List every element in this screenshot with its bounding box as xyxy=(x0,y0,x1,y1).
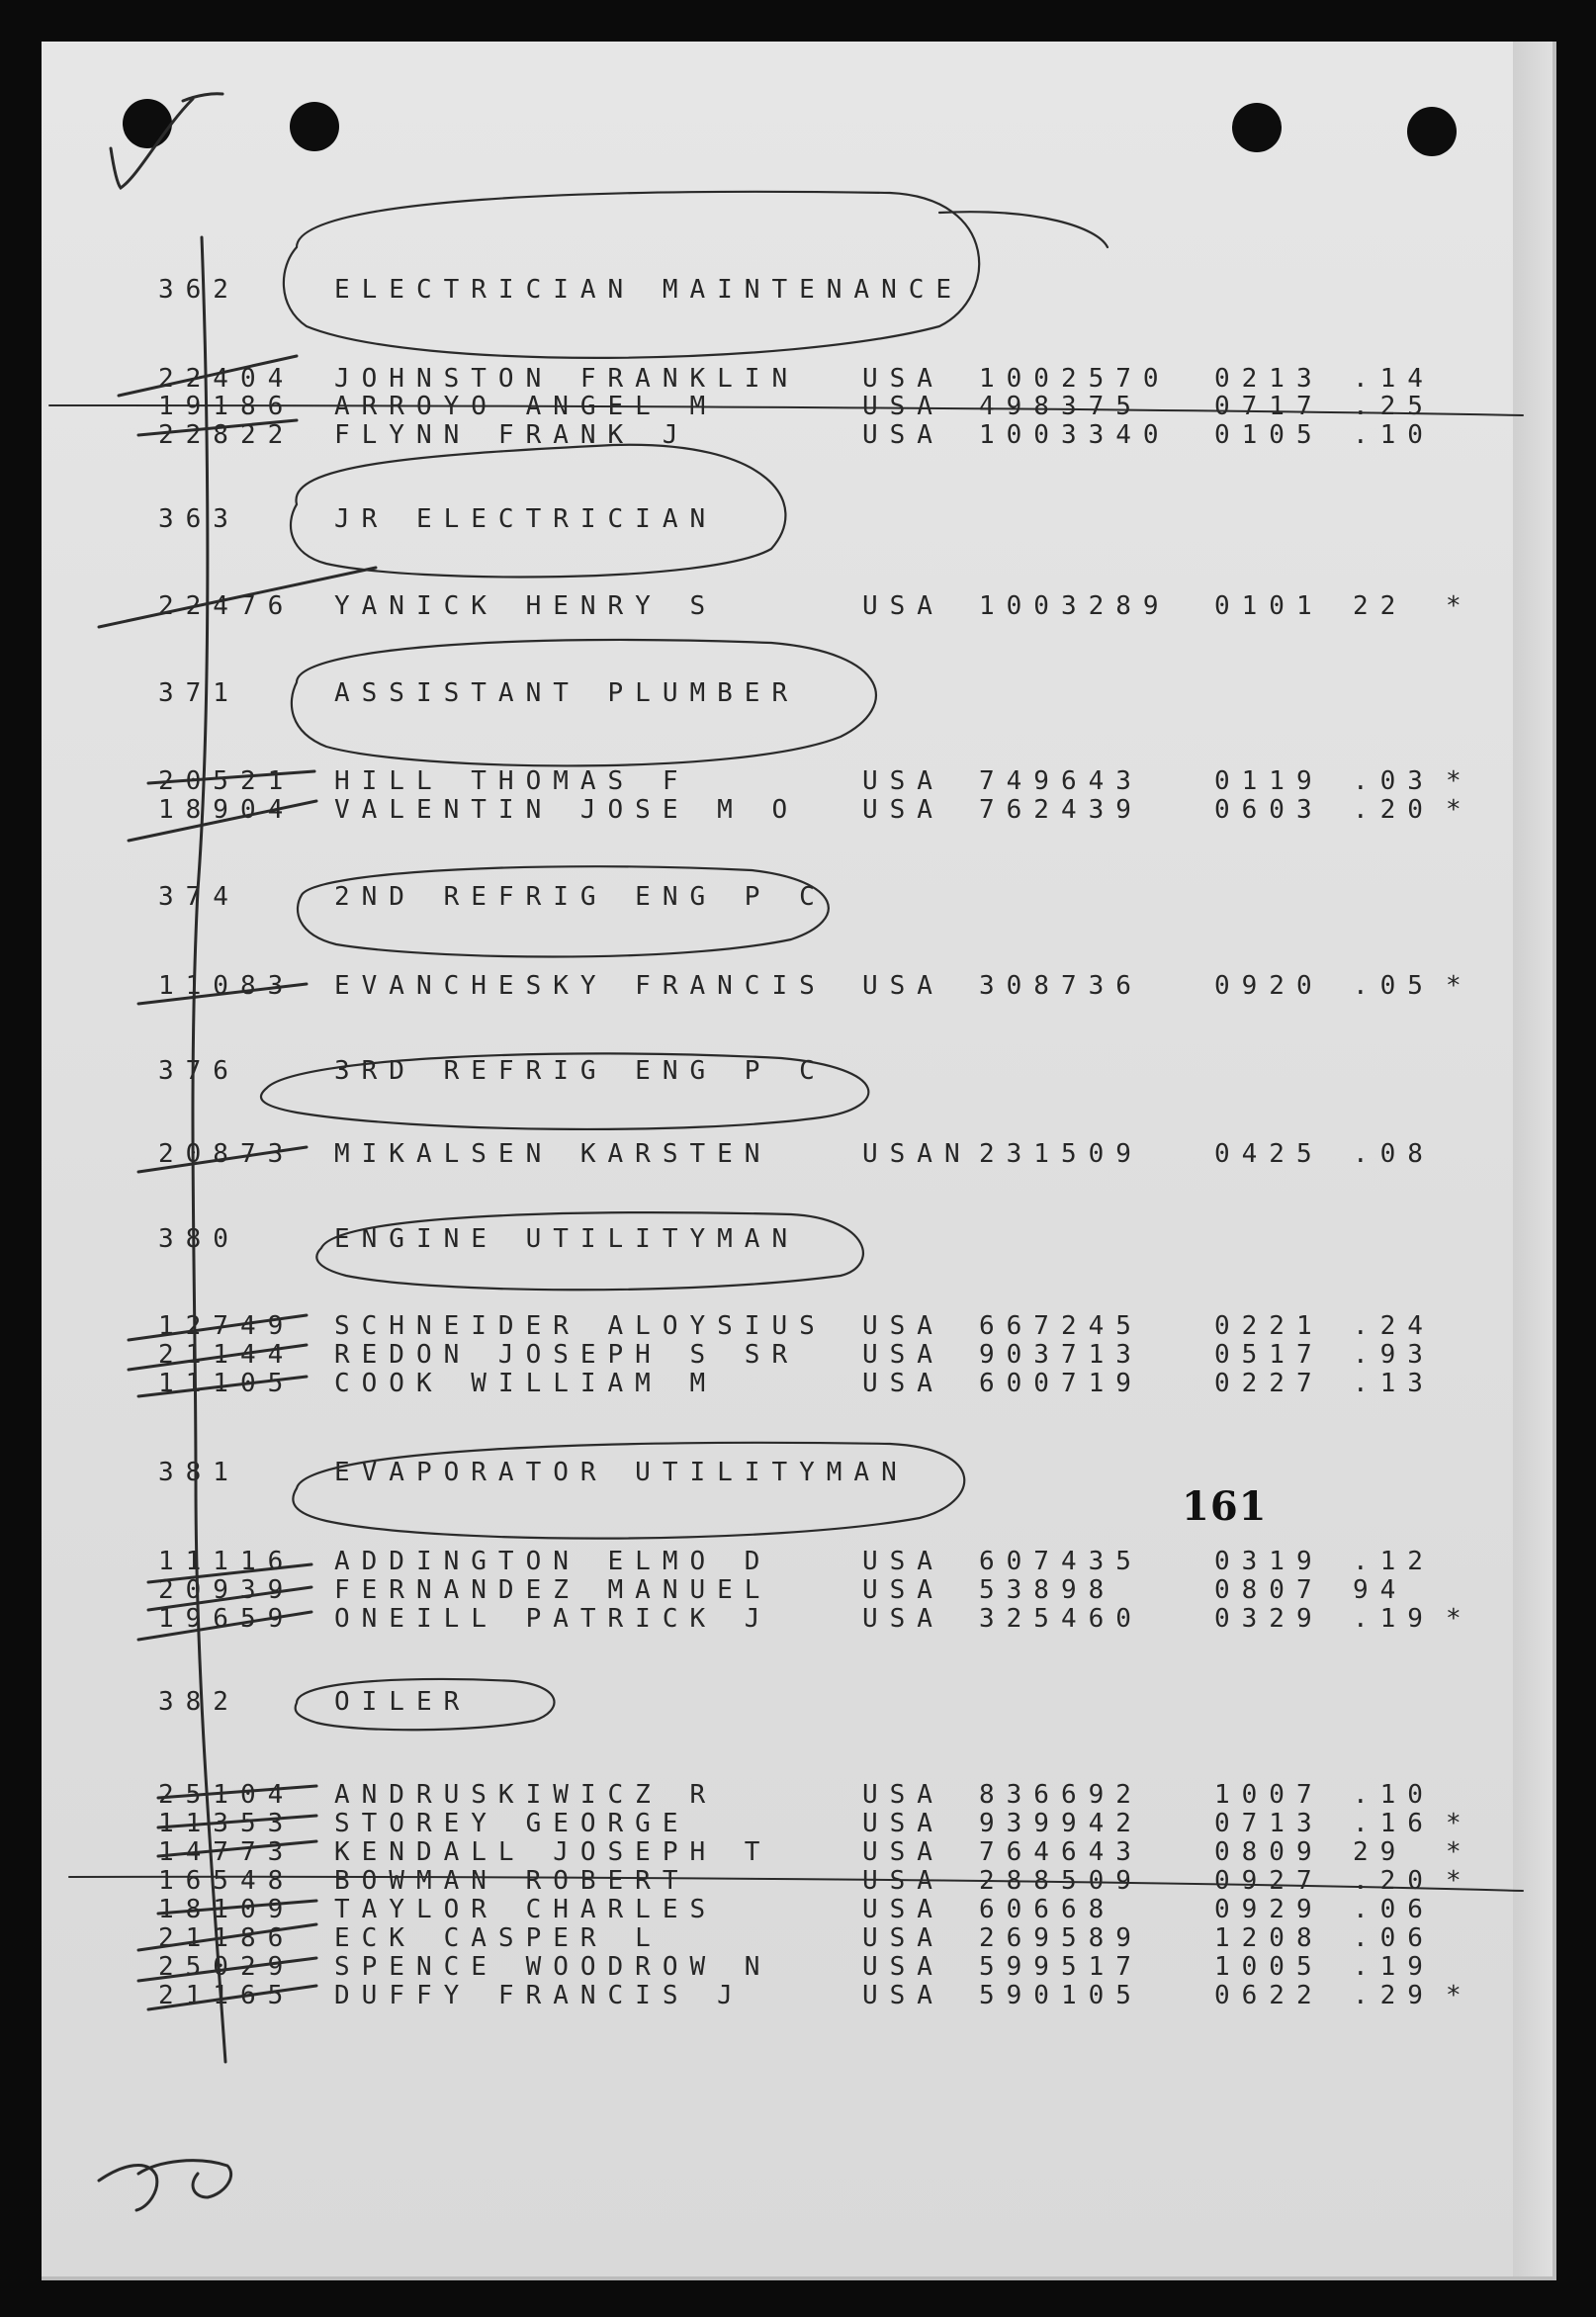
citizenship: USA xyxy=(862,1340,944,1370)
citizenship: USA xyxy=(862,1837,944,1867)
citizenship: USA xyxy=(862,420,944,450)
rate-value: .20 xyxy=(1353,1866,1435,1896)
flag-mark: * xyxy=(1446,1809,1462,1838)
month-code: 0920 xyxy=(1214,971,1324,1001)
citizenship: USAN xyxy=(862,1139,972,1169)
month-code: 0119 xyxy=(1214,766,1324,796)
flag-mark: * xyxy=(1446,795,1462,825)
document-number: 903713 xyxy=(979,1340,1143,1370)
employee-name: SPENCE WOODROW N xyxy=(334,1952,772,1982)
citizenship: USA xyxy=(862,1981,944,2010)
employee-id: 21144 xyxy=(158,1340,296,1370)
month-code: 0319 xyxy=(1214,1547,1324,1576)
employee-name: STOREY GEORGE xyxy=(334,1809,690,1838)
employee-name: YANICK HENRY S xyxy=(334,591,718,621)
document-number: 288509 xyxy=(979,1866,1143,1896)
month-code: 1208 xyxy=(1214,1923,1324,1953)
section-title: OILER xyxy=(334,1687,472,1717)
rate-value: .12 xyxy=(1353,1547,1435,1576)
employee-id: 11116 xyxy=(158,1547,296,1576)
document-number: 269589 xyxy=(979,1923,1143,1953)
month-code: 0329 xyxy=(1214,1604,1324,1634)
flag-mark: * xyxy=(1446,1866,1462,1896)
employee-id: 11353 xyxy=(158,1809,296,1838)
employee-id: 22404 xyxy=(158,364,296,394)
section-title: EVAPORATOR UTILITYMAN xyxy=(334,1458,909,1487)
employee-name: KENDALL JOSEPH T xyxy=(334,1837,772,1867)
employee-id: 18904 xyxy=(158,795,296,825)
document-number: 231509 xyxy=(979,1139,1143,1169)
rate-value: .19 xyxy=(1353,1604,1435,1634)
employee-id: 12749 xyxy=(158,1311,296,1341)
employee-name: HILL THOMAS F xyxy=(334,766,690,796)
rate-value: .16 xyxy=(1353,1809,1435,1838)
employee-name: ARROYO ANGEL M xyxy=(334,392,718,421)
employee-name: REDON JOSEPH S SR xyxy=(334,1340,800,1370)
month-code: 0713 xyxy=(1214,1809,1324,1838)
month-code: 0929 xyxy=(1214,1895,1324,1924)
document-number: 600719 xyxy=(979,1369,1143,1398)
document-number: 939942 xyxy=(979,1809,1143,1838)
rate-value: .10 xyxy=(1353,420,1435,450)
document-number: 1003289 xyxy=(979,591,1171,621)
rate-value: .13 xyxy=(1353,1369,1435,1398)
employee-id: 18109 xyxy=(158,1895,296,1924)
employee-name: ECK CASPER L xyxy=(334,1923,663,1953)
page-number-stamp: 161 xyxy=(1182,1483,1268,1530)
section-code: 362 xyxy=(158,275,240,305)
rate-value: .10 xyxy=(1353,1780,1435,1810)
citizenship: USA xyxy=(862,392,944,421)
employee-id: 11105 xyxy=(158,1369,296,1398)
employee-id: 19659 xyxy=(158,1604,296,1634)
month-code: 1007 xyxy=(1214,1780,1324,1810)
month-code: 1005 xyxy=(1214,1952,1324,1982)
employee-id: 22822 xyxy=(158,420,296,450)
section-code: 363 xyxy=(158,504,240,534)
rate-value: 94 xyxy=(1353,1575,1408,1605)
punch-hole-right-1 xyxy=(1232,103,1282,152)
rate-value: .03 xyxy=(1353,766,1435,796)
paper-edge-shadow xyxy=(1513,42,1552,2276)
flag-mark: * xyxy=(1446,971,1462,1001)
section-title: ASSISTANT PLUMBER xyxy=(334,678,800,708)
citizenship: USA xyxy=(862,1780,944,1810)
section-code: 382 xyxy=(158,1687,240,1717)
month-code: 0809 xyxy=(1214,1837,1324,1867)
month-code: 0425 xyxy=(1214,1139,1324,1169)
employee-id: 22476 xyxy=(158,591,296,621)
employee-name: FERNANDEZ MANUEL xyxy=(334,1575,772,1605)
document-number: 764643 xyxy=(979,1837,1143,1867)
document-number: 53898 xyxy=(979,1575,1116,1605)
document-number: 667245 xyxy=(979,1311,1143,1341)
month-code: 0517 xyxy=(1214,1340,1324,1370)
month-code: 0221 xyxy=(1214,1311,1324,1341)
employee-id: 25104 xyxy=(158,1780,296,1810)
section-code: 376 xyxy=(158,1056,240,1086)
section-title: JR ELECTRICIAN xyxy=(334,504,718,534)
employee-id: 16548 xyxy=(158,1866,296,1896)
section-code: 371 xyxy=(158,678,240,708)
citizenship: USA xyxy=(862,1575,944,1605)
flag-mark: * xyxy=(1446,1837,1462,1867)
document-number: 749643 xyxy=(979,766,1143,796)
employee-name: ANDRUSKIWICZ R xyxy=(334,1780,718,1810)
citizenship: USA xyxy=(862,1923,944,1953)
rate-value: 29 xyxy=(1353,1837,1408,1867)
rate-value: .29 xyxy=(1353,1981,1435,2010)
citizenship: USA xyxy=(862,1604,944,1634)
document-number: 836692 xyxy=(979,1780,1143,1810)
employee-name: JOHNSTON FRANKLIN xyxy=(334,364,800,394)
month-code: 0603 xyxy=(1214,795,1324,825)
flag-mark: * xyxy=(1446,1604,1462,1634)
rate-value: .93 xyxy=(1353,1340,1435,1370)
citizenship: USA xyxy=(862,795,944,825)
citizenship: USA xyxy=(862,1311,944,1341)
employee-name: MIKALSEN KARSTEN xyxy=(334,1139,772,1169)
document-number: 762439 xyxy=(979,795,1143,825)
rate-value: .05 xyxy=(1353,971,1435,1001)
employee-name: DUFFY FRANCIS J xyxy=(334,1981,745,2010)
document-number: 1003340 xyxy=(979,420,1171,450)
document-number: 498375 xyxy=(979,392,1143,421)
rate-value: 22 xyxy=(1353,591,1408,621)
section-title: 2ND REFRIG ENG P C xyxy=(334,882,827,912)
employee-id: 14773 xyxy=(158,1837,296,1867)
citizenship: USA xyxy=(862,1369,944,1398)
document-number: 590105 xyxy=(979,1981,1143,2010)
employee-name: COOK WILLIAM M xyxy=(334,1369,718,1398)
citizenship: USA xyxy=(862,766,944,796)
section-code: 374 xyxy=(158,882,240,912)
month-code: 0717 xyxy=(1214,392,1324,421)
rate-value: .20 xyxy=(1353,795,1435,825)
employee-name: BOWMAN ROBERT xyxy=(334,1866,690,1896)
employee-name: TAYLOR CHARLES xyxy=(334,1895,718,1924)
citizenship: USA xyxy=(862,1952,944,1982)
employee-id: 11083 xyxy=(158,971,296,1001)
rate-value: .06 xyxy=(1353,1895,1435,1924)
employee-id: 20873 xyxy=(158,1139,296,1169)
citizenship: USA xyxy=(862,1809,944,1838)
month-code: 0807 xyxy=(1214,1575,1324,1605)
rate-value: .06 xyxy=(1353,1923,1435,1953)
flag-mark: * xyxy=(1446,1981,1462,2010)
document-number: 599517 xyxy=(979,1952,1143,1982)
citizenship: USA xyxy=(862,1866,944,1896)
citizenship: USA xyxy=(862,364,944,394)
citizenship: USA xyxy=(862,591,944,621)
rate-value: .08 xyxy=(1353,1139,1435,1169)
month-code: 0101 xyxy=(1214,591,1324,621)
section-title: 3RD REFRIG ENG P C xyxy=(334,1056,827,1086)
month-code: 0927 xyxy=(1214,1866,1324,1896)
citizenship: USA xyxy=(862,1547,944,1576)
document-number: 325460 xyxy=(979,1604,1143,1634)
citizenship: USA xyxy=(862,1895,944,1924)
employee-name: FLYNN FRANK J xyxy=(334,420,690,450)
employee-name: SCHNEIDER ALOYSIUS xyxy=(334,1311,827,1341)
employee-id: 21165 xyxy=(158,1981,296,2010)
punch-hole-right-2 xyxy=(1407,107,1457,156)
employee-id: 20521 xyxy=(158,766,296,796)
employee-id: 19186 xyxy=(158,392,296,421)
rate-value: .24 xyxy=(1353,1311,1435,1341)
document-number: 1002570 xyxy=(979,364,1171,394)
month-code: 0105 xyxy=(1214,420,1324,450)
citizenship: USA xyxy=(862,971,944,1001)
punch-hole-left-1 xyxy=(123,99,172,148)
section-code: 380 xyxy=(158,1224,240,1254)
employee-name: ONEILL PATRICK J xyxy=(334,1604,772,1634)
month-code: 0227 xyxy=(1214,1369,1324,1398)
punch-hole-left-2 xyxy=(290,102,339,151)
month-code: 0213 xyxy=(1214,364,1324,394)
flag-mark: * xyxy=(1446,591,1462,621)
section-code: 381 xyxy=(158,1458,240,1487)
rate-value: .19 xyxy=(1353,1952,1435,1982)
employee-name: ADDINGTON ELMO D xyxy=(334,1547,772,1576)
document-number: 607435 xyxy=(979,1547,1143,1576)
document-number: 308736 xyxy=(979,971,1143,1001)
section-title: ELECTRICIAN MAINTENANCE xyxy=(334,275,964,305)
rate-value: .25 xyxy=(1353,392,1435,421)
employee-id: 25029 xyxy=(158,1952,296,1982)
document-number: 60668 xyxy=(979,1895,1116,1924)
rate-value: .14 xyxy=(1353,364,1435,394)
employee-id: 20939 xyxy=(158,1575,296,1605)
flag-mark: * xyxy=(1446,766,1462,796)
employee-name: VALENTIN JOSE M O xyxy=(334,795,800,825)
month-code: 0622 xyxy=(1214,1981,1324,2010)
employee-name: EVANCHESKY FRANCIS xyxy=(334,971,827,1001)
section-title: ENGINE UTILITYMAN xyxy=(334,1224,800,1254)
employee-id: 21186 xyxy=(158,1923,296,1953)
